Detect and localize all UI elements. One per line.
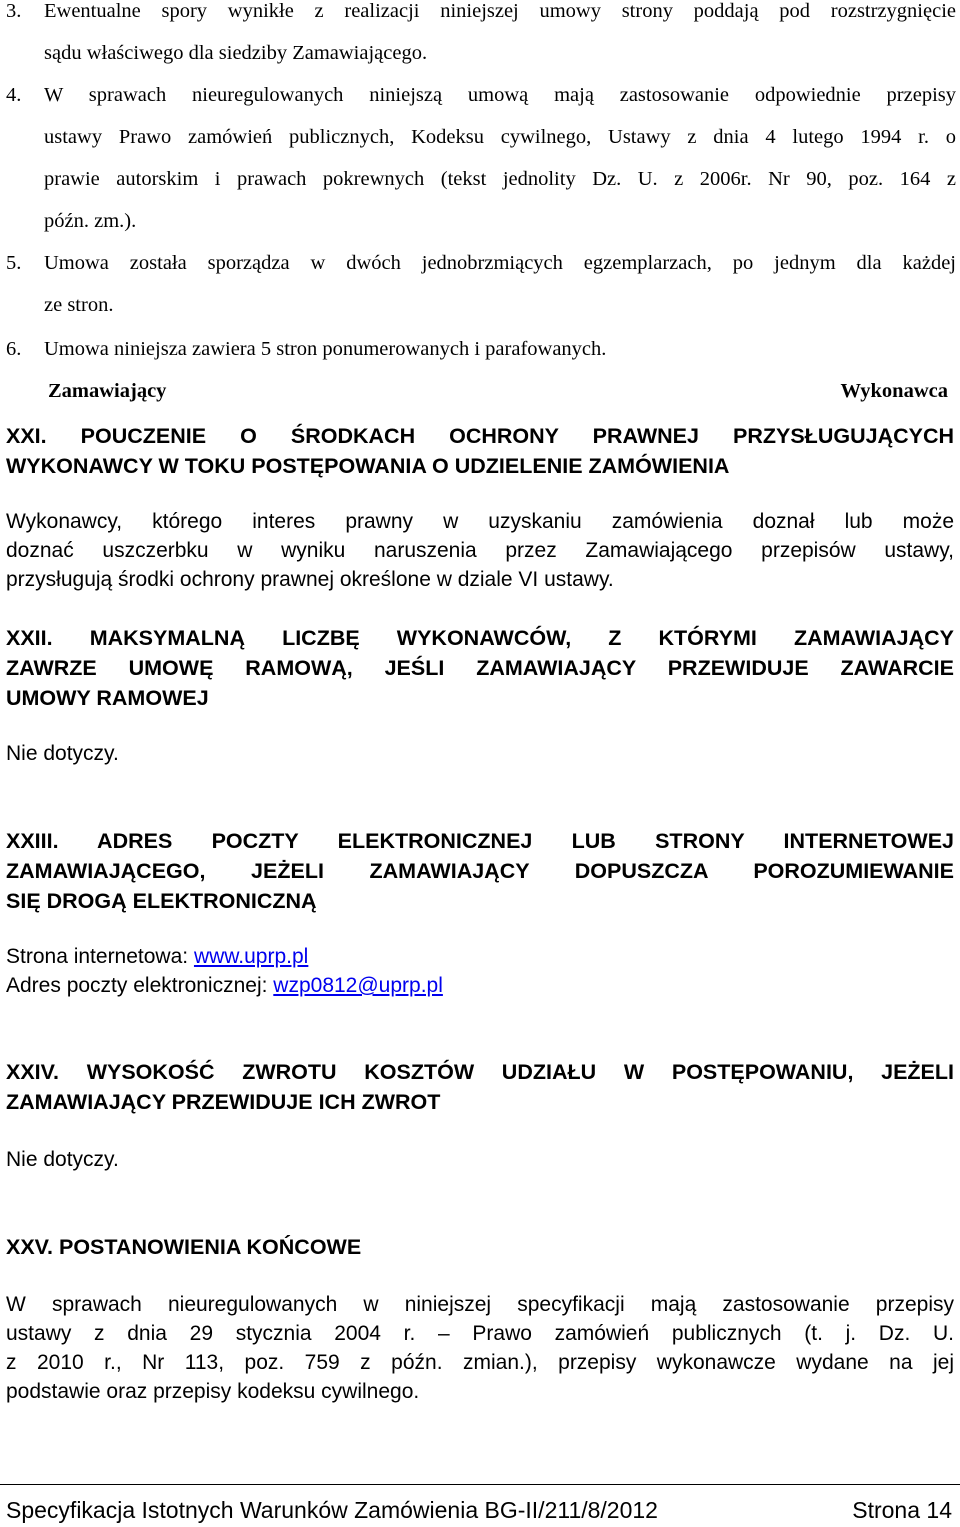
heading-line: UMOWY RAMOWEJ [6,686,209,710]
body-line: Nie dotyczy. [6,1148,119,1171]
body-line: doznać uszczerbku w wyniku naruszenia przez Zamawiającego przepisów ustawy, [6,539,954,562]
signature-label-contracting-authority: Zamawiający [48,380,167,402]
section-body-xxi [6,507,954,594]
section-heading-xxi [6,421,954,481]
heading-line: SIĘ DROGĄ ELEKTRONICZNĄ [6,889,317,913]
heading-line: XXI. POUCZENIE O ŚRODKACH OCHRONY PRAWNEJ PRZYSŁUGUJĄCYCH [6,424,954,448]
list-line: Umowa niniejsza zawiera 5 stron ponumerowanych i parafowanych. [44,338,607,360]
list-line: prawie autorskim i prawach pokrewnych (tekst jednolity Dz. U. z 2006r. Nr 90, poz. 164 z [44,168,956,190]
list-number: 3. [6,0,22,22]
list-line: W sprawach nieuregulowanych niniejszą umową mają zastosowanie odpowiednie przepisy [44,84,956,106]
body-line: przysługują środki ochrony prawnej określone w dziale VI ustawy. [6,568,614,591]
footer-divider [0,1484,960,1485]
heading-line: ZAMAWIAJĄCY PRZEWIDUJE ICH ZWROT [6,1090,441,1114]
heading-line: XXV. POSTANOWIENIA KOŃCOWE [6,1235,362,1259]
heading-line: XXII. MAKSYMALNĄ LICZBĘ WYKONAWCÓW, Z KTÓRYMI ZAMAWIAJĄCY [6,626,954,650]
section-body-xxiv [6,1145,954,1174]
email-label: Adres poczty elektronicznej: [6,974,274,997]
body-line: W sprawach nieuregulowanych w niniejszej specyfikacji mają zastosowanie przepisy [6,1293,954,1316]
body-line: z 2010 r., Nr 113, poz. 759 z późn. zmian.), przepisy wykonawcze wydane na jej [6,1351,954,1374]
list-line: Umowa została sporządza w dwóch jednobrzmiących egzemplarzach, po jednym dla każdej [44,252,956,274]
footer-page-number: Strona 14 [852,1497,952,1523]
list-line: późn. zm.). [44,210,137,232]
heading-line: ZAWRZE UMOWĘ RAMOWĄ, JEŚLI ZAMAWIAJĄCY PRZEWIDUJE ZAWARCIE [6,656,954,680]
signature-label-contractor: Wykonawca [840,380,948,402]
heading-line: ZAMAWIAJĄCEGO, JEŻELI ZAMAWIAJĄCY DOPUSZCZA POROZUMIEWANIE [6,859,954,883]
list-number: 5. [6,252,22,274]
body-line: podstawie oraz przepisy kodeksu cywilnego. [6,1380,420,1403]
body-line: Nie dotyczy. [6,742,119,765]
footer-document-title: Specyfikacja Istotnych Warunków Zamówienia BG-II/211/8/2012 [6,1497,658,1523]
body-line: ustawy z dnia 29 stycznia 2004 r. – Prawo zamówień publicznych (t. j. Dz. U. [6,1322,954,1345]
heading-line: XXIV. WYSOKOŚĆ ZWROTU KOSZTÓW UDZIAŁU W POSTĘPOWANIU, JEŻELI [6,1060,954,1084]
section-heading-xxiv [6,1057,954,1117]
body-line: Wykonawcy, którego interes prawny w uzyskaniu zamówienia doznał lub może [6,510,954,533]
email-link[interactable]: wzp0812@uprp.pl [273,974,443,997]
section-heading-xxii [6,623,954,713]
section-heading-xxv [6,1232,954,1262]
list-number: 4. [6,84,22,106]
list-line: Ewentualne spory wynikłe z realizacji niniejszej umowy strony poddają pod rozstrzygnięcie [44,0,956,22]
list-number: 6. [6,338,22,360]
heading-line: WYKONAWCY W TOKU POSTĘPOWANIA O UDZIELENIE ZAMÓWIENIA [6,454,730,478]
list-line: sądu właściwego dla siedziby Zamawiającego. [44,42,428,64]
website-label: Strona internetowa: [6,945,194,968]
section-body-xxii [6,739,954,768]
list-line: ze stron. [44,294,114,316]
heading-line: XXIII. ADRES POCZTY ELEKTRONICZNEJ LUB STRONY INTERNETOWEJ [6,829,954,853]
website-link[interactable]: www.uprp.pl [193,945,309,968]
section-heading-xxiii [6,826,954,916]
section-body-xxv [6,1290,954,1406]
list-line: ustawy Prawo zamówień publicznych, Kodeksu cywilnego, Ustawy z dnia 4 lutego 1994 r. o [44,126,956,148]
contact-block [6,942,954,1000]
website-line [6,942,954,971]
email-line [6,971,954,1000]
